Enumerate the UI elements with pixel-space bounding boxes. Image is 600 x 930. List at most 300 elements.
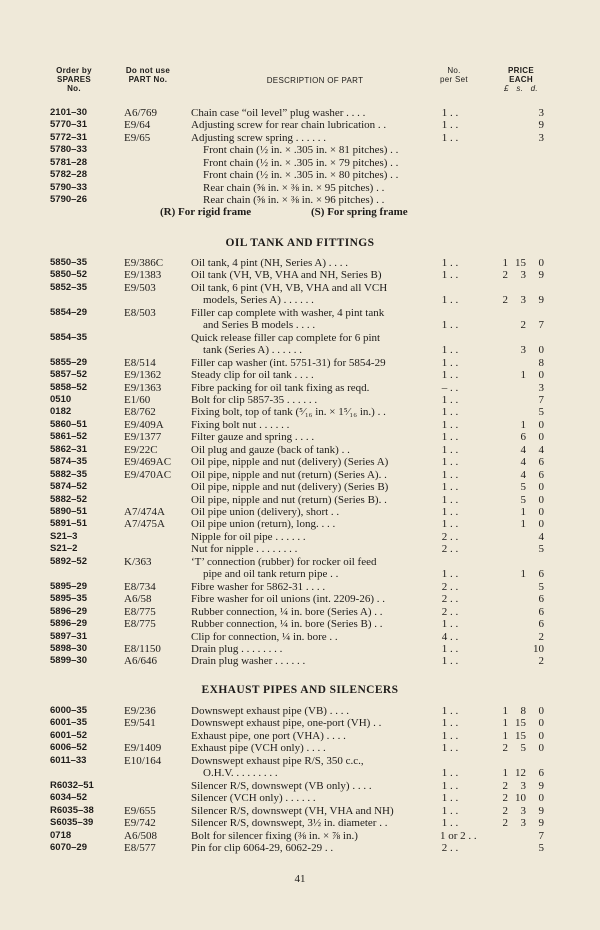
- price-pence: 4: [538, 443, 544, 456]
- part-description: Oil plug and gauze (back of tank) . .: [191, 443, 350, 456]
- part-description: Chain case “oil level” plug washer . . . .: [191, 107, 366, 119]
- quantity-per-set: 2 . .: [441, 580, 459, 593]
- table-row: [0, 444, 600, 456]
- part-number: E9/470AC: [124, 468, 172, 481]
- spares-number: 5891–51: [50, 518, 87, 530]
- table-row: [0, 357, 600, 369]
- price-shillings: 6: [520, 431, 526, 444]
- price-pence: 8: [538, 356, 544, 369]
- spares-number: S21–2: [50, 543, 78, 555]
- part-number: E9/236: [124, 705, 156, 717]
- table-row: [0, 294, 600, 306]
- price-pence: 9: [538, 804, 544, 817]
- part-description: Oil tank (VH, VB, VHA and NH, Series B): [191, 269, 382, 282]
- part-number: E9/1362: [124, 369, 162, 382]
- spares-number: 5790–33: [50, 181, 87, 193]
- part-description: Front chain (½ in. × .305 in. × 81 pitches) . .: [203, 144, 399, 157]
- quantity-per-set: 1 . .: [441, 705, 459, 717]
- price-shillings: 5: [520, 481, 526, 494]
- part-description: pipe and oil tank return pipe . .: [203, 568, 339, 581]
- quantity-per-set: 1 . .: [441, 804, 459, 817]
- quantity-per-set: 1 . .: [441, 294, 459, 307]
- table-row: [0, 382, 600, 394]
- part-number: E9/1377: [124, 431, 162, 444]
- quantity-per-set: 1 . .: [441, 729, 459, 742]
- quantity-per-set: 2 . .: [441, 543, 459, 556]
- price-shillings: 3: [520, 817, 526, 830]
- price-shillings: 4: [520, 468, 526, 481]
- spares-number: 5772–31: [50, 131, 87, 143]
- price-pence: 0: [538, 518, 544, 531]
- part-description: Quick release filler cap complete for 6 pint: [191, 331, 381, 344]
- spares-number: 5855–29: [50, 356, 87, 368]
- part-number: E9/1383: [124, 269, 162, 282]
- part-description: Nut for nipple . . . . . . . .: [191, 543, 298, 556]
- price-pounds: 2: [502, 742, 508, 755]
- price-pence: 5: [538, 543, 544, 556]
- spares-number: 5862–31: [50, 443, 87, 455]
- table-row: [0, 506, 600, 518]
- part-description: Drain plug . . . . . . . .: [191, 642, 283, 655]
- price-pence: 10: [533, 642, 544, 655]
- spares-number: 5850–52: [50, 269, 87, 281]
- table-row: [0, 556, 600, 568]
- quantity-per-set: 1 . .: [441, 369, 459, 382]
- table-row: [0, 717, 600, 729]
- price-pence: 3: [538, 381, 544, 394]
- quantity-per-set: – . .: [441, 381, 459, 394]
- part-number: E9/469AC: [124, 456, 172, 469]
- page-number: 41: [294, 873, 306, 885]
- part-number: E8/514: [124, 356, 156, 369]
- price-pence: 6: [538, 618, 544, 631]
- price-pence: 7: [538, 319, 544, 332]
- price-shillings: 1: [520, 418, 526, 431]
- price-pence: 9: [538, 269, 544, 282]
- spares-number: 5858–52: [50, 381, 87, 393]
- quantity-per-set: 1 . .: [441, 655, 459, 668]
- part-description: Oil tank, 4 pint (NH, Series A) . . . .: [191, 257, 349, 269]
- spares-number: 5899–30: [50, 655, 87, 667]
- price-shillings: 1: [520, 506, 526, 518]
- table-row: [0, 456, 600, 468]
- quantity-per-set: 1 . .: [441, 418, 459, 431]
- part-description: Fixing bolt, top of tank (⁵⁄₁₆ in. × 1⁵⁄₁₆ in.) . .: [191, 406, 386, 419]
- part-number: E9/1363: [124, 381, 162, 394]
- price-pence: 5: [538, 406, 544, 419]
- price-shillings: 15: [515, 257, 526, 269]
- part-description: ‘T’ connection (rubber) for rocker oil feed: [191, 555, 377, 568]
- part-description: Adjusting screw spring . . . . . .: [191, 131, 327, 144]
- spares-number: 6034–52: [50, 792, 87, 804]
- part-description: Silencer (VCH only) . . . . . .: [191, 792, 316, 805]
- price-shillings: 15: [515, 729, 526, 742]
- table-row: [0, 792, 600, 804]
- part-number: E8/734: [124, 580, 156, 593]
- price-shillings: 3: [520, 269, 526, 282]
- part-description: Fibre packing for oil tank fixing as reqd.: [191, 381, 370, 394]
- spares-number: R6032–51: [50, 779, 94, 791]
- spares-number: 5882–35: [50, 468, 87, 480]
- part-description: Oil pipe, nipple and nut (delivery) (Series A): [191, 456, 389, 469]
- quantity-per-set: 2 . .: [441, 605, 459, 618]
- part-description: Clip for connection, ¼ in. bore . .: [191, 630, 338, 643]
- table-row: [0, 469, 600, 481]
- price-pounds: 1: [502, 705, 508, 717]
- price-pounds: 2: [502, 779, 508, 792]
- price-pence: 0: [538, 717, 544, 730]
- part-description: tank (Series A) . . . . . .: [203, 344, 302, 357]
- table-row: [0, 107, 600, 119]
- section-title-exhaust: EXHAUST PIPES AND SILENCERS: [201, 684, 399, 696]
- quantity-per-set: 1 . .: [441, 356, 459, 369]
- part-description: Oil pipe, nipple and nut (delivery) (Series B): [191, 481, 389, 494]
- price-pounds: 1: [502, 767, 508, 780]
- part-description: Downswept exhaust pipe, one-port (VH) . .: [191, 717, 382, 730]
- table-row: [0, 817, 600, 829]
- part-description: Exhaust pipe, one port (VHA) . . . .: [191, 729, 346, 742]
- spares-number: 5782–28: [50, 169, 87, 181]
- part-description: Oil pipe union (delivery), short . .: [191, 506, 340, 518]
- part-description: Front chain (½ in. × .305 in. × 80 pitches) . .: [203, 169, 399, 182]
- spares-number: R6035–38: [50, 804, 94, 816]
- spares-number: 5852–35: [50, 281, 87, 293]
- table-row: [0, 606, 600, 618]
- price-pence: 0: [538, 257, 544, 269]
- spares-number: 5781–28: [50, 156, 87, 168]
- quantity-per-set: 1 . .: [441, 269, 459, 282]
- table-row: [0, 344, 600, 356]
- quantity-per-set: 1 . .: [441, 107, 459, 119]
- price-pence: 5: [538, 580, 544, 593]
- part-description: Adjusting screw for rear chain lubrication . .: [191, 119, 387, 132]
- spares-number: 5854–29: [50, 306, 87, 318]
- spares-number: 5770–31: [50, 119, 87, 131]
- spares-number: 5874–35: [50, 456, 87, 468]
- price-pence: 0: [538, 369, 544, 382]
- spares-number: 6070–29: [50, 841, 87, 853]
- part-description: Downswept exhaust pipe (VB) . . . .: [191, 705, 349, 717]
- part-number: E9/22C: [124, 443, 158, 456]
- quantity-per-set: 1 or 2 . .: [440, 829, 477, 842]
- part-number: E9/655: [124, 804, 156, 817]
- spares-number: 6001–52: [50, 729, 87, 741]
- price-shillings: 3: [520, 294, 526, 307]
- part-number: E8/762: [124, 406, 156, 419]
- quantity-per-set: 1 . .: [441, 443, 459, 456]
- quantity-per-set: 4 . .: [441, 630, 459, 643]
- part-description: Rubber connection, ¼ in. bore (Series B) . .: [191, 618, 383, 631]
- part-description: Filler cap complete with washer, 4 pint tank: [191, 306, 385, 319]
- spares-number: 5882–52: [50, 493, 87, 505]
- price-pence: 6: [538, 568, 544, 581]
- table-row: [0, 394, 600, 406]
- table-row: [0, 132, 600, 144]
- part-description: Silencer R/S, downswept, 3½ in. diameter . .: [191, 817, 388, 830]
- price-shillings: 5: [520, 742, 526, 755]
- quantity-per-set: 1 . .: [441, 119, 459, 132]
- price-pence: 3: [538, 131, 544, 144]
- header-do-not-use: Do not use PART No.: [125, 66, 171, 84]
- table-row: [0, 369, 600, 381]
- price-pence: 9: [538, 817, 544, 830]
- quantity-per-set: 1 . .: [441, 568, 459, 581]
- price-pence: 9: [538, 779, 544, 792]
- part-description: Oil pipe union (return), long. . . .: [191, 518, 336, 531]
- table-row: [0, 419, 600, 431]
- part-number: E8/1150: [124, 642, 161, 655]
- table-row: [0, 182, 600, 194]
- price-pence: 9: [538, 119, 544, 132]
- quantity-per-set: 1 . .: [441, 779, 459, 792]
- part-number: E8/775: [124, 618, 156, 631]
- price-pence: 6: [538, 456, 544, 469]
- price-pence: 7: [538, 393, 544, 406]
- part-description: Silencer R/S, downswept (VB only) . . . .: [191, 779, 372, 792]
- spares-number: 0510: [50, 393, 72, 405]
- table-row: [0, 144, 600, 156]
- table-row: [0, 194, 600, 206]
- price-pence: 0: [538, 493, 544, 506]
- part-description: Downswept exhaust pipe R/S, 350 c.c.,: [191, 754, 364, 767]
- price-pence: 6: [538, 593, 544, 606]
- quantity-per-set: 1 . .: [441, 393, 459, 406]
- quantity-per-set: 2 . .: [441, 841, 459, 854]
- price-pounds: 2: [502, 792, 508, 805]
- quantity-per-set: 1 . .: [441, 257, 459, 269]
- table-row: [0, 631, 600, 643]
- part-number: E9/503: [124, 281, 156, 294]
- part-description: Filler cap washer (int. 5751-31) for 5854-29: [191, 356, 386, 369]
- part-number: E8/577: [124, 841, 156, 854]
- part-number: E8/775: [124, 605, 156, 618]
- part-description: Steady clip for oil tank . . . .: [191, 369, 314, 382]
- price-pounds: 2: [502, 269, 508, 282]
- part-description: Rear chain (⅝ in. × ⅜ in. × 95 pitches) . .: [203, 181, 385, 194]
- table-row: [0, 431, 600, 443]
- spares-number: 5896–29: [50, 618, 87, 630]
- quantity-per-set: 1 . .: [441, 493, 459, 506]
- table-row: [0, 581, 600, 593]
- price-pence: 0: [538, 431, 544, 444]
- spares-number: 5892–52: [50, 555, 87, 567]
- quantity-per-set: 1 . .: [441, 406, 459, 419]
- table-row: [0, 805, 600, 817]
- price-shillings: 10: [515, 792, 526, 805]
- price-pence: 2: [538, 630, 544, 643]
- part-description: Nipple for oil pipe . . . . . .: [191, 530, 306, 543]
- quantity-per-set: 1 . .: [441, 717, 459, 730]
- part-description: Silencer R/S, downswept (VH, VHA and NH): [191, 804, 394, 817]
- part-description: Pin for clip 6064-29, 6062-29 . .: [191, 841, 334, 854]
- table-row: [0, 618, 600, 630]
- part-number: A7/474A: [124, 506, 165, 518]
- spares-number: 5895–29: [50, 580, 87, 592]
- spares-number: 5854–35: [50, 331, 87, 343]
- price-pence: 0: [538, 792, 544, 805]
- spares-number: 5857–52: [50, 369, 87, 381]
- table-row: [0, 655, 600, 667]
- part-number: A6/646: [124, 655, 157, 668]
- table-row: [0, 257, 600, 269]
- part-description: Exhaust pipe (VCH only) . . . .: [191, 742, 326, 755]
- part-description: Oil pipe, nipple and nut (return) (Series B). .: [191, 493, 387, 506]
- part-number: A6/769: [124, 107, 157, 119]
- table-row: [0, 157, 600, 169]
- part-description: Oil pipe, nipple and nut (return) (Series A). .: [191, 468, 387, 481]
- quantity-per-set: 1 . .: [441, 344, 459, 357]
- price-pence: 0: [538, 344, 544, 357]
- table-row: [0, 543, 600, 555]
- quantity-per-set: 1 . .: [441, 506, 459, 518]
- table-row: [0, 730, 600, 742]
- table-row: [0, 119, 600, 131]
- quantity-per-set: 1 . .: [441, 792, 459, 805]
- table-row: [0, 406, 600, 418]
- price-pounds: 2: [502, 804, 508, 817]
- price-shillings: 8: [520, 705, 526, 717]
- price-pence: 5: [538, 841, 544, 854]
- header-order-by: Order by SPARES No.: [56, 66, 92, 93]
- price-pounds: 1: [502, 257, 508, 269]
- spares-number: 6000–35: [50, 705, 87, 716]
- price-pence: 7: [538, 829, 544, 842]
- quantity-per-set: 1 . .: [441, 319, 459, 332]
- quantity-per-set: 1 . .: [441, 742, 459, 755]
- price-pounds: 2: [502, 294, 508, 307]
- quantity-per-set: 1 . .: [441, 642, 459, 655]
- price-pounds: 1: [502, 729, 508, 742]
- table-row: [0, 481, 600, 493]
- quantity-per-set: 1 . .: [441, 817, 459, 830]
- quantity-per-set: 1 . .: [441, 518, 459, 531]
- spares-number: 5897–31: [50, 630, 87, 642]
- part-description: Drain plug washer . . . . . .: [191, 655, 306, 668]
- table-row: [0, 705, 600, 717]
- price-shillings: 3: [520, 804, 526, 817]
- quantity-per-set: 1 . .: [441, 618, 459, 631]
- price-pence: 0: [538, 729, 544, 742]
- quantity-per-set: 1 . .: [441, 131, 459, 144]
- part-number: A7/475A: [124, 518, 165, 531]
- spares-number: 5860–51: [50, 418, 87, 430]
- part-number: E9/65: [124, 131, 151, 144]
- part-number: K/363: [124, 555, 152, 568]
- table-row: [0, 755, 600, 767]
- table-row: [0, 332, 600, 344]
- part-number: E9/742: [124, 817, 156, 830]
- price-pence: 3: [538, 107, 544, 119]
- quantity-per-set: 1 . .: [441, 456, 459, 469]
- part-description: Oil tank, 6 pint (VH, VB, VHA and all VCH: [191, 281, 388, 294]
- header-price-each: PRICE EACH £ s. d.: [504, 66, 538, 93]
- part-number: E1/60: [124, 393, 151, 406]
- part-number: E9/1409: [124, 742, 162, 755]
- table-row: [0, 830, 600, 842]
- spares-number: 5895–35: [50, 593, 87, 605]
- price-pounds: 2: [502, 817, 508, 830]
- spares-number: 6011–33: [50, 754, 87, 766]
- spares-number: 6001–35: [50, 717, 87, 729]
- quantity-per-set: 1 . .: [441, 431, 459, 444]
- spares-number: 5850–35: [50, 257, 87, 268]
- table-row: [0, 319, 600, 331]
- price-shillings: 2: [520, 319, 526, 332]
- price-shillings: 3: [520, 344, 526, 357]
- spares-number: 6006–52: [50, 742, 87, 754]
- price-pence: 9: [538, 294, 544, 307]
- spares-number: 0182: [50, 406, 72, 418]
- section-title-oil-tank: OIL TANK AND FITTINGS: [225, 237, 375, 249]
- table-row: [0, 531, 600, 543]
- price-shillings: 12: [515, 767, 526, 780]
- frame-note-spring: (S) For spring frame: [311, 206, 408, 218]
- table-row: [0, 494, 600, 506]
- spares-number: 5861–52: [50, 431, 87, 443]
- part-description: Front chain (½ in. × .305 in. × 79 pitches) . .: [203, 156, 399, 169]
- price-pence: 6: [538, 767, 544, 780]
- spares-number: 5874–52: [50, 481, 87, 493]
- spares-number: 5790–26: [50, 194, 87, 206]
- part-number: E9/386C: [124, 257, 164, 269]
- price-shillings: 5: [520, 493, 526, 506]
- part-description: Fibre washer for oil unions (int. 2209-26) . .: [191, 593, 385, 606]
- part-number: E9/64: [124, 119, 151, 132]
- spares-number: 2101–30: [50, 107, 87, 118]
- price-pence: 0: [538, 506, 544, 518]
- price-shillings: 1: [520, 568, 526, 581]
- price-pence: 0: [538, 481, 544, 494]
- table-row: [0, 742, 600, 754]
- price-shillings: 1: [520, 518, 526, 531]
- table-row: [0, 780, 600, 792]
- part-number: E10/164: [124, 754, 162, 767]
- table-row: [0, 269, 600, 281]
- quantity-per-set: 1 . .: [441, 767, 459, 780]
- header-description: DESCRIPTION OF PART: [266, 76, 364, 85]
- part-description: Filter gauze and spring . . . .: [191, 431, 315, 444]
- spares-number: 5898–30: [50, 642, 87, 654]
- part-number: E9/409A: [124, 418, 164, 431]
- price-shillings: 3: [520, 779, 526, 792]
- spares-number: 5896–29: [50, 605, 87, 617]
- price-pence: 6: [538, 468, 544, 481]
- price-pence: 2: [538, 655, 544, 668]
- quantity-per-set: 2 . .: [441, 593, 459, 606]
- header-no-per-set: No. per Set: [440, 66, 468, 84]
- spares-number: 5890–51: [50, 506, 87, 517]
- spares-number: S6035–39: [50, 817, 94, 829]
- part-description: and Series B models . . . .: [203, 319, 316, 332]
- part-number: E8/503: [124, 306, 156, 319]
- spares-number: 0718: [50, 829, 72, 841]
- price-pence: 0: [538, 705, 544, 717]
- quantity-per-set: 1 . .: [441, 468, 459, 481]
- spares-number: S21–3: [50, 530, 78, 542]
- price-shillings: 1: [520, 369, 526, 382]
- table-row: [0, 307, 600, 319]
- price-pence: 6: [538, 605, 544, 618]
- quantity-per-set: 2 . .: [441, 530, 459, 543]
- part-description: models, Series A) . . . . . .: [203, 294, 314, 307]
- part-number: E9/541: [124, 717, 156, 730]
- table-row: [0, 568, 600, 580]
- part-description: Rubber connection, ¼ in. bore (Series A) . .: [191, 605, 383, 618]
- table-row: [0, 842, 600, 854]
- part-description: Bolt for silencer fixing (⅜ in. × ⅞ in.): [191, 829, 358, 842]
- part-number: A6/58: [124, 593, 152, 606]
- part-description: Fixing bolt nut . . . . . .: [191, 418, 290, 431]
